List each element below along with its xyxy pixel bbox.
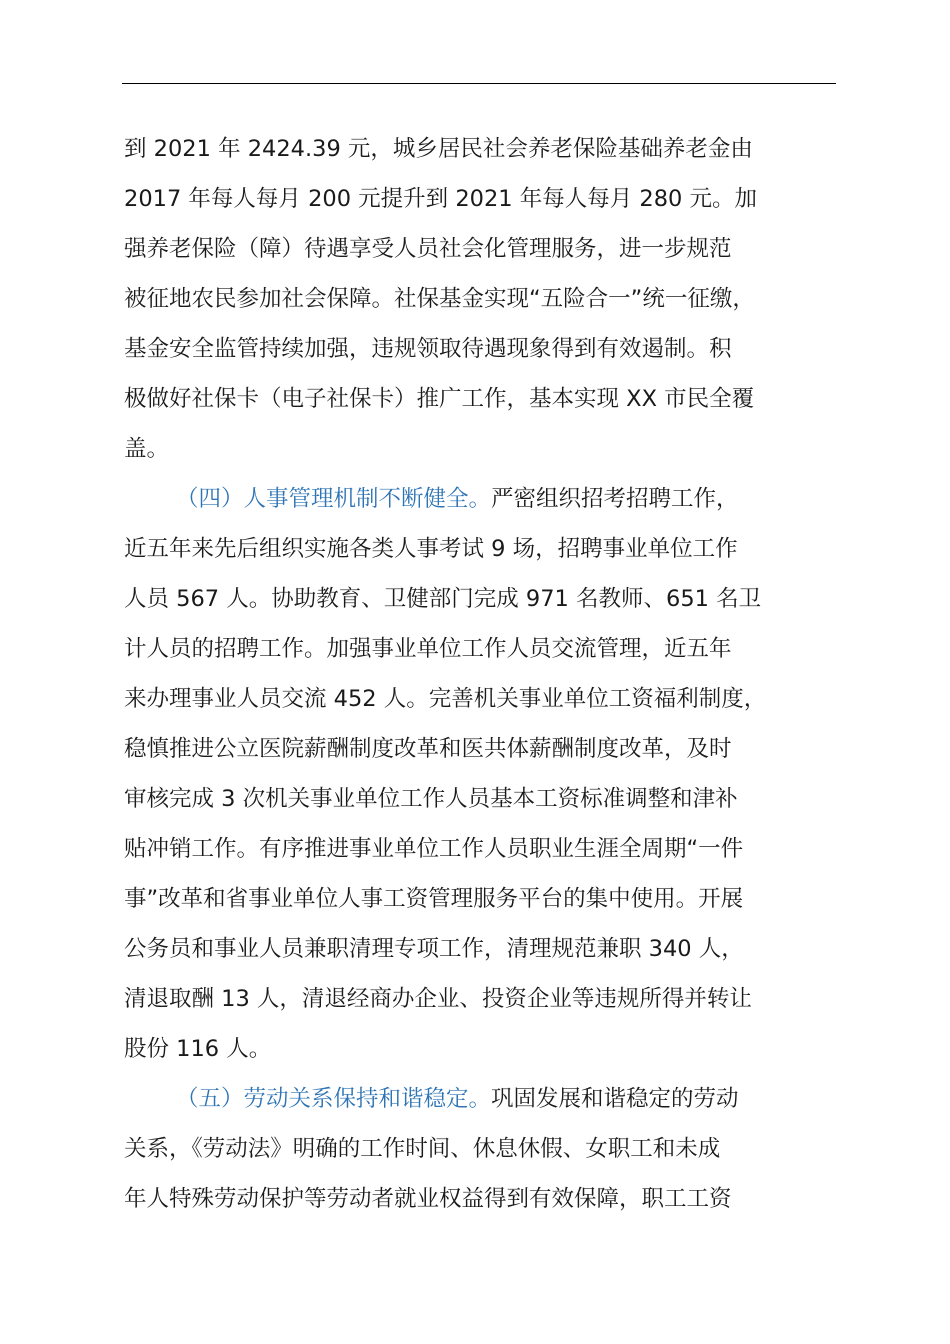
text-line: 事”改革和省事业单位人事工资管理服务平台的集中使用。开展 — [124, 886, 744, 912]
text-line: 极做好社保卡（电子社保卡）推广工作，基本实现 XX 市民全覆 — [124, 386, 755, 412]
text-line: 年人特殊劳动保护等劳动者就业权益得到有效保障，职工工资 — [124, 1186, 732, 1212]
section-5-first-line — [176, 1083, 896, 1115]
text-line: 被征地农民参加社会保障。社保基金实现“五险合一”统一征缴， — [124, 286, 755, 312]
text-line: 基金安全监管持续加强，违规领取待遇现象得到有效遏制。积 — [124, 336, 732, 362]
text-line: 盖。 — [124, 436, 170, 462]
text-line: 强养老保险（障）待遇享受人员社会化管理服务，进一步规范 — [124, 236, 732, 262]
text-line: 近五年来先后组织实施各类人事考试 9 场，招聘事业单位工作 — [124, 536, 738, 562]
section-4-first-line-text: 严密组织招考招聘工作， — [491, 486, 739, 512]
text-line: 稳慎推进公立医院薪酬制度改革和医共体薪酬制度改革，及时 — [124, 736, 732, 762]
text-line: 来办理事业人员交流 452 人。完善机关事业单位工资福利制度， — [124, 686, 767, 712]
text-line: 公务员和事业人员兼职清理专项工作，清理规范兼职 340 人， — [124, 936, 744, 962]
text-line: 关系，《劳动法》明确的工作时间、休息休假、女职工和未成 — [124, 1136, 721, 1162]
section-4-heading: （四）人事管理机制不断健全。 — [176, 486, 492, 512]
text-line: 到 2021 年 2424.39 元，城乡居民社会养老保险基础养老金由 — [124, 136, 753, 162]
section-5-first-line-text: 巩固发展和谐稳定的劳动 — [491, 1086, 739, 1112]
text-line: 股份 116 人。 — [124, 1036, 272, 1062]
text-line: 审核完成 3 次机关事业单位工作人员基本工资标准调整和津补 — [124, 786, 738, 812]
section-4-first-line — [176, 483, 896, 515]
text-line: 贴冲销工作。有序推进事业单位工作人员职业生涯全周期“一件 — [124, 836, 744, 862]
text-line: 计人员的招聘工作。加强事业单位工作人员交流管理，近五年 — [124, 636, 732, 662]
section-5-heading: （五）劳动关系保持和谐稳定。 — [176, 1086, 492, 1112]
text-line: 2017 年每人每月 200 元提升到 2021 年每人每月 280 元。加 — [124, 186, 757, 212]
header-rule — [122, 83, 836, 84]
text-line: 清退取酬 13 人，清退经商办企业、投资企业等违规所得并转让 — [124, 986, 752, 1012]
text-line: 人员 567 人。协助教育、卫健部门完成 971 名教师、651 名卫 — [124, 586, 762, 612]
